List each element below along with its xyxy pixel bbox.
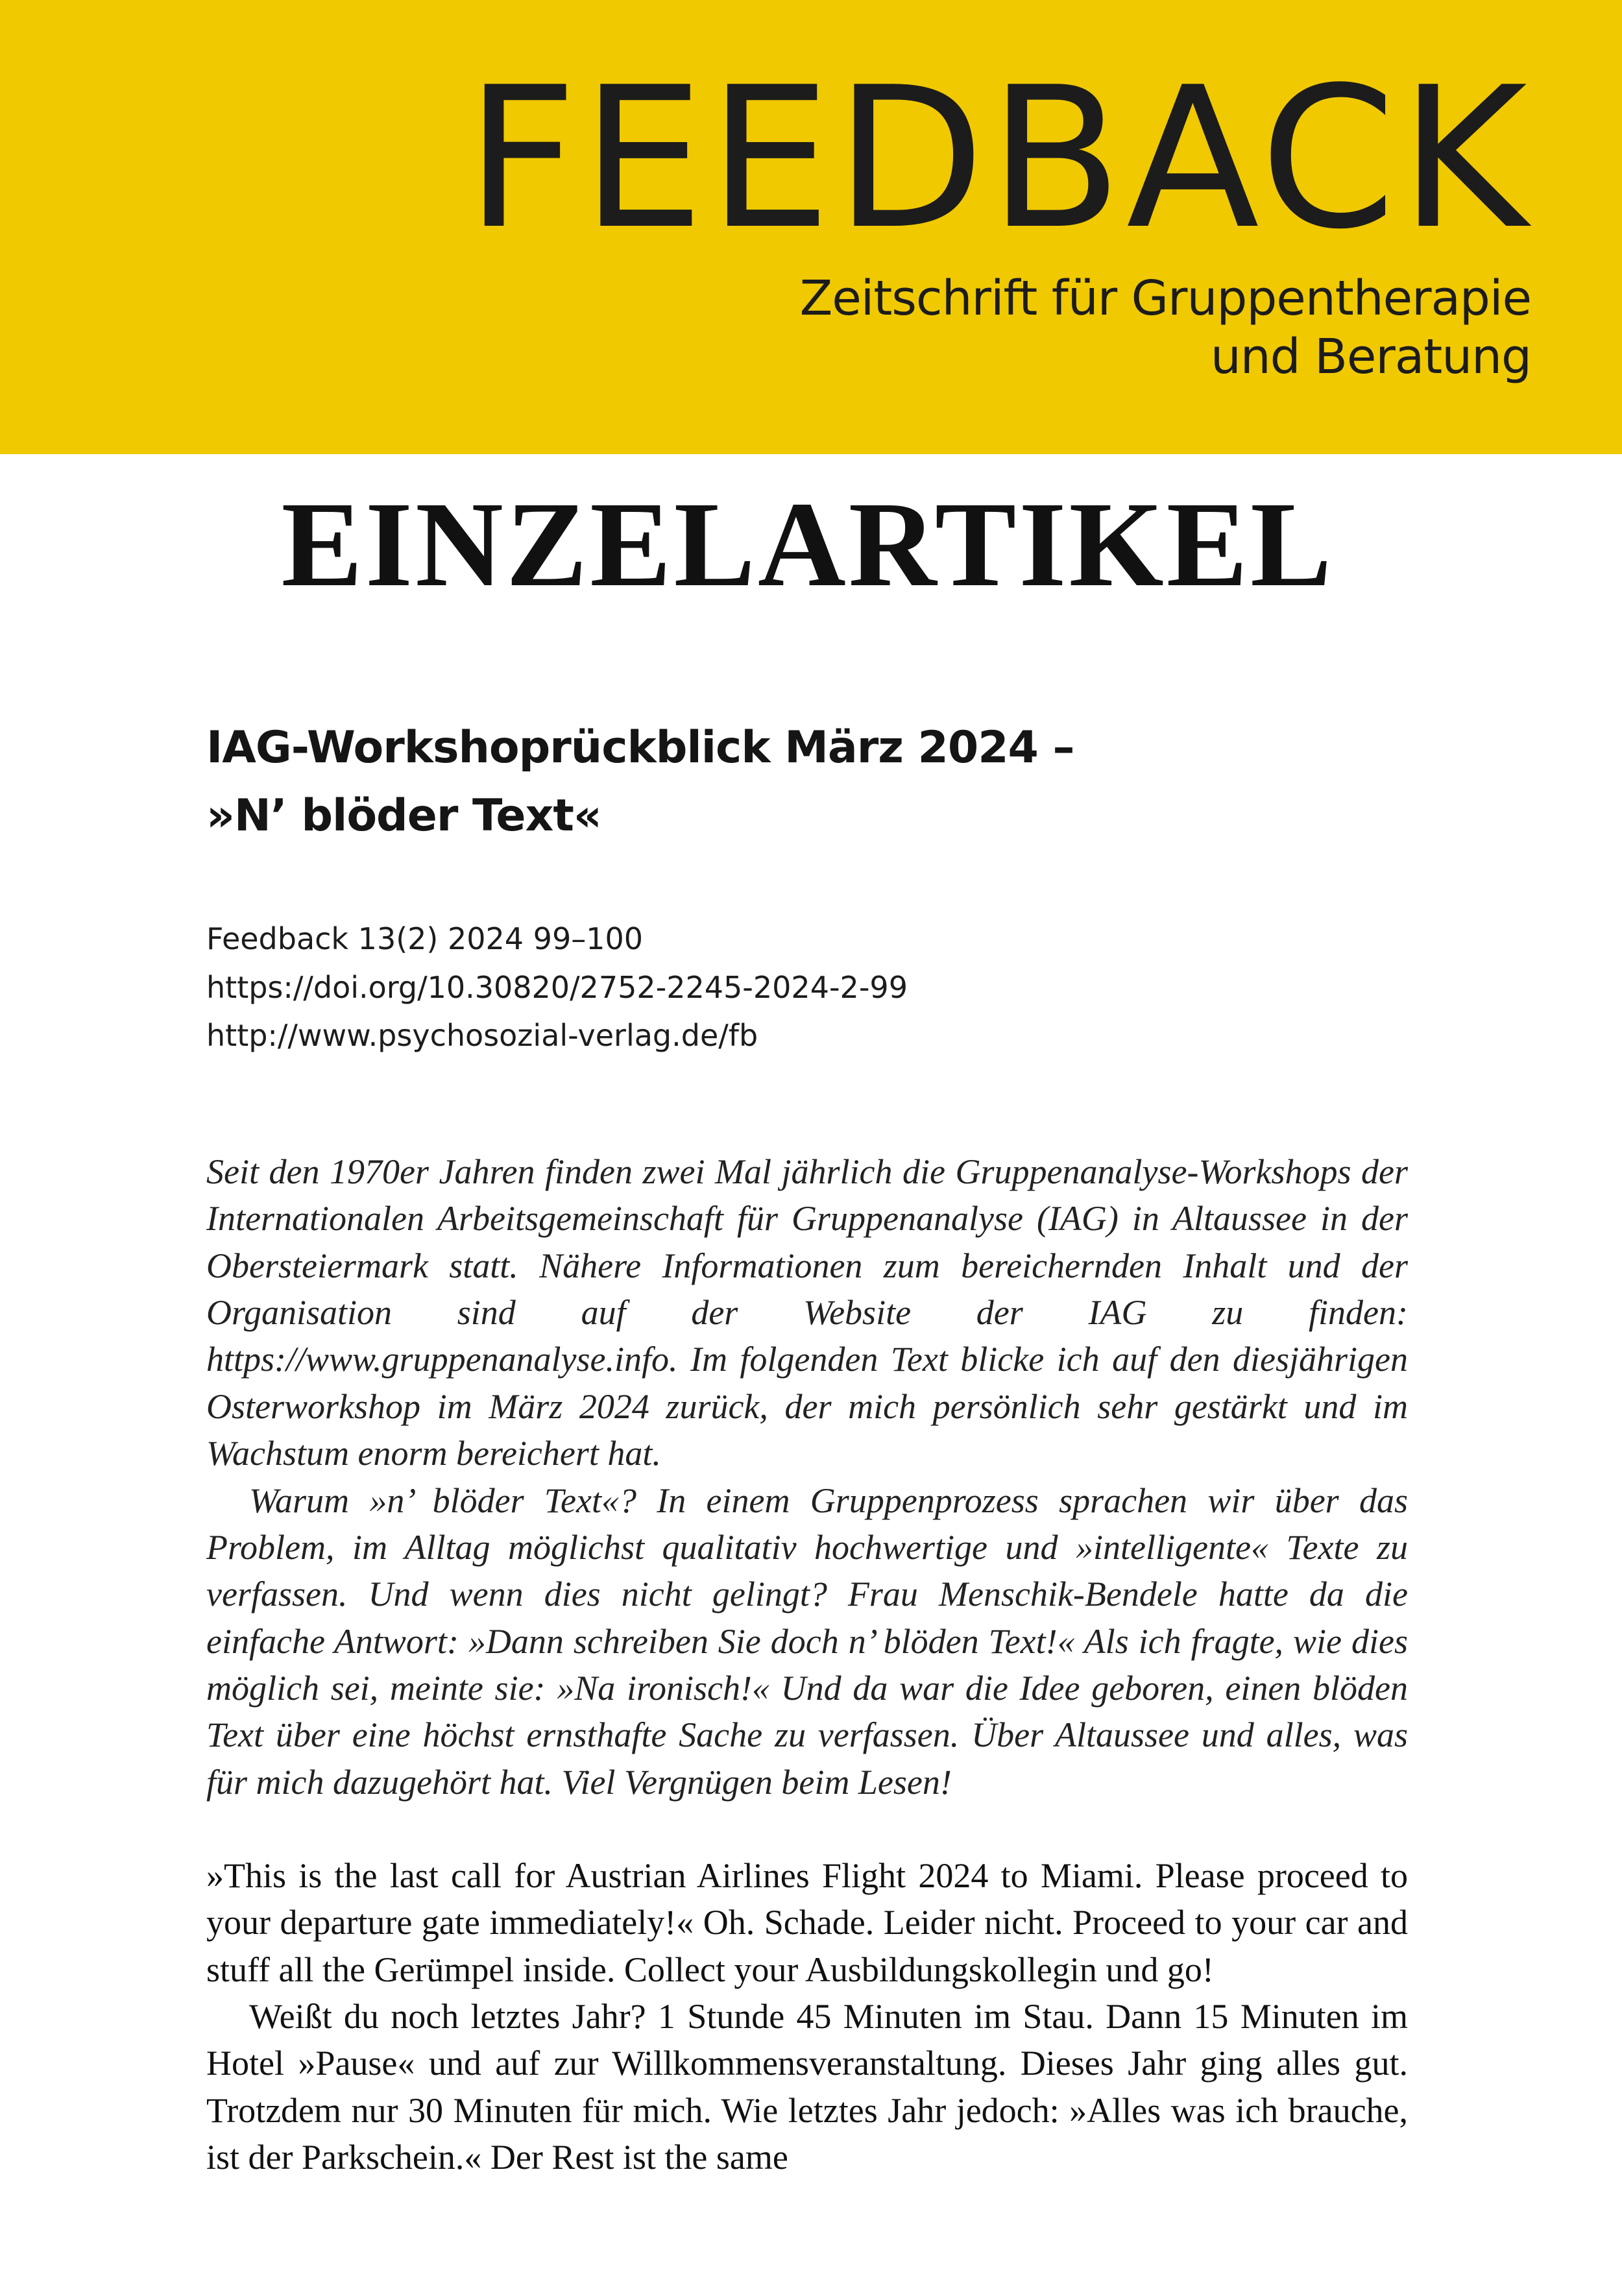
journal-subtitle-line-2: und Beratung bbox=[1210, 329, 1531, 385]
body-text bbox=[206, 1852, 1408, 2181]
document-kicker: EINZELARTIKEL bbox=[281, 476, 1335, 612]
citation: Feedback 13(2) 2024 99–100 bbox=[206, 921, 644, 956]
publisher-link[interactable]: http://www.psychosozial-verlag.de/fb bbox=[206, 1018, 758, 1054]
journal-subtitle-line-1: Zeitschrift für Gruppentherapie bbox=[799, 271, 1531, 326]
article-title bbox=[206, 714, 1074, 851]
doi-link[interactable]: https://doi.org/10.30820/2752-2245-2024-2-99 bbox=[206, 969, 908, 1005]
article-title-line-1: IAG-Workshoprückblick März 2024 – bbox=[206, 722, 1074, 773]
abstract-paragraph: Warum »n’ blöder Text«? In einem Gruppenprozess sprachen wir über das Problem, im Alltag möglichst qualitativ hochwertige und »intelligente« Texte zu verfassen. Und wenn dies nicht gelingt? Frau Menschik-Bendele hatte da die einfache Antwort: »Dann schreiben Sie doch n’ blöden Text!« Als ich fragte, wie dies möglich sei, meinte sie: »Na ironisch!« Und da war die Idee geboren, einen blöden Text über eine höchst ernsthafte Sache zu verfassen. Über Altaussee und alles, was für mich dazugehört hat. Viel Vergnügen beim Lesen! bbox=[206, 1480, 1408, 1802]
abstract-paragraph: Seit den 1970er Jahren finden zwei Mal jährlich die Gruppenanalyse-Workshops der Internationalen Arbeitsgemeinschaft für Gruppenanalyse (IAG) in Altaussee in der Obersteiermark statt. Nähere Informationen zum bereichernden Inhalt und der Organisation sind auf der Website der IAG zu finden: https://www.gruppenanalyse.info. Im folgenden Text blicke ich auf den diesjährigen Osterworkshop im März 2024 zurück, der mich persönlich sehr gestärkt und im Wachstum enorm bereichert hat. bbox=[206, 1152, 1408, 1473]
journal-header-band bbox=[0, 0, 1622, 454]
article-title-line-2: »N’ blöder Text« bbox=[206, 790, 601, 842]
journal-name: FEEDBACK bbox=[465, 45, 1531, 272]
body-paragraph: »This is the last call for Austrian Airlines Flight 2024 to Miami. Please proceed to your departure gate immediately!« Oh. Schade. Leider nicht. Proceed to your car and stuff all the Gerümpel inside. Collect your Ausbildungskollegin und go! bbox=[206, 1856, 1408, 1989]
abstract bbox=[206, 1148, 1408, 1806]
article-metadata bbox=[206, 915, 908, 1060]
journal-subtitle bbox=[800, 269, 1531, 387]
body-paragraph: Weißt du noch letztes Jahr? 1 Stunde 45 Minuten im Stau. Dann 15 Minuten im Hotel »Pause« und auf zur Willkommensveranstaltung. Dieses Jahr ging alles gut. Trotzdem nur 30 Minuten für mich. Wie letztes Jahr jedoch: »Alles was ich brauche, ist der Parkschein.« Der Rest ist the same bbox=[206, 1997, 1408, 2177]
